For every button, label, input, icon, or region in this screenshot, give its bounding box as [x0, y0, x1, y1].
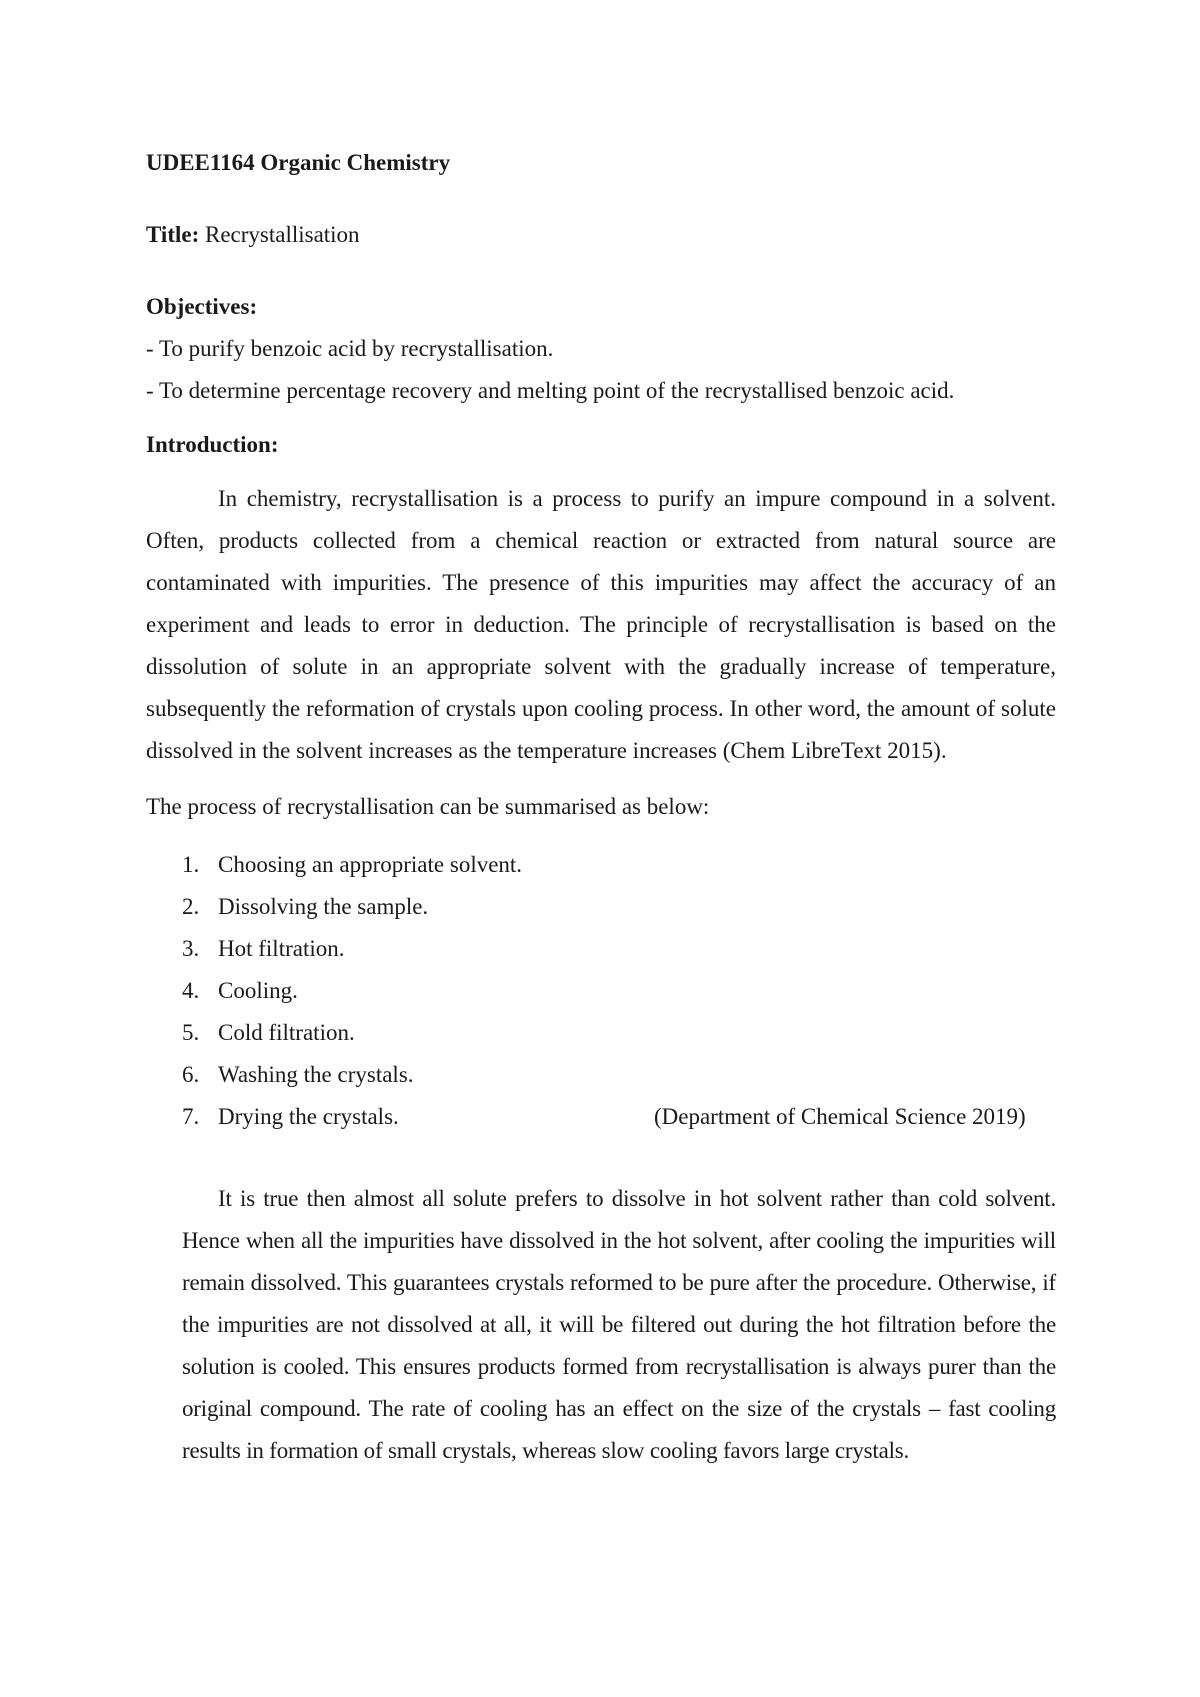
course-heading: UDEE1164 Organic Chemistry: [146, 150, 451, 175]
step-text: Cooling.: [218, 978, 298, 1003]
process-step: [146, 1096, 1056, 1138]
introduction-heading: Introduction:: [146, 432, 279, 457]
step-text: Hot filtration.: [218, 936, 345, 961]
step-number: 3.: [182, 936, 200, 961]
step-text: Drying the crystals.: [218, 1104, 399, 1129]
process-step: [146, 970, 1056, 1012]
objective-item: - To determine percentage recovery and melting point of the recrystallised benzoic acid.: [146, 378, 955, 403]
step-number: 7.: [182, 1104, 200, 1129]
title-line: [146, 214, 1056, 256]
process-step: [146, 928, 1056, 970]
step-number: 5.: [182, 1020, 200, 1045]
steps-citation: (Department of Chemical Science 2019): [654, 1104, 1026, 1129]
objective-item: - To purify benzoic acid by recrystallisation.: [146, 336, 554, 361]
process-steps-list: [146, 844, 1056, 1138]
step-number: 6.: [182, 1062, 200, 1087]
step-number: 4.: [182, 978, 200, 1003]
objectives-heading: Objectives:: [146, 294, 258, 319]
step-text: Washing the crystals.: [218, 1062, 414, 1087]
step-number: 2.: [182, 894, 200, 919]
title-value: Recrystallisation: [204, 222, 360, 247]
step-text: Choosing an appropriate solvent.: [218, 852, 523, 877]
step-number: 1.: [182, 852, 200, 877]
title-label: Title:: [146, 222, 200, 247]
intro-paragraph: In chemistry, recrystallisation is a process to purify an impure compound in a solvent. Often, products collected from a chemical reaction or extracted from natural source are contaminated with impurities. The presence of this impurities may affect the accuracy of an experiment and leads to error in deduction. The principle of recrystallisation is based on the dissolution of solute in an appropriate solvent with the gradually increase of temperature, subsequently the reformation of crystals upon cooling process. In other word, the amount of solute dissolved in the solvent increases as the temperature increases (Chem LibreText 2015).: [146, 486, 1056, 763]
process-step: [146, 1012, 1056, 1054]
step-text: Cold filtration.: [218, 1020, 355, 1045]
process-step: [146, 886, 1056, 928]
process-step: [146, 1054, 1056, 1096]
summary-lead: The process of recrystallisation can be summarised as below:: [146, 794, 710, 819]
process-step: [146, 844, 1056, 886]
step-text: Dissolving the sample.: [218, 894, 429, 919]
second-paragraph: It is true then almost all solute prefers to dissolve in hot solvent rather than cold solvent. Hence when all the impurities have dissolved in the hot solvent, after cooling the impurities will remain dissolved. This guarantees crystals reformed to be pure after the procedure. Otherwise, if the impurities are not dissolved at all, it will be filtered out during the hot filtration before the solution is cooled. This ensures products formed from recrystallisation is always purer than the original compound. The rate of cooling has an effect on the size of the crystals – fast cooling results in formation of small crystals, whereas slow cooling favors large crystals.: [182, 1186, 1056, 1463]
document-body: [146, 142, 1056, 1472]
